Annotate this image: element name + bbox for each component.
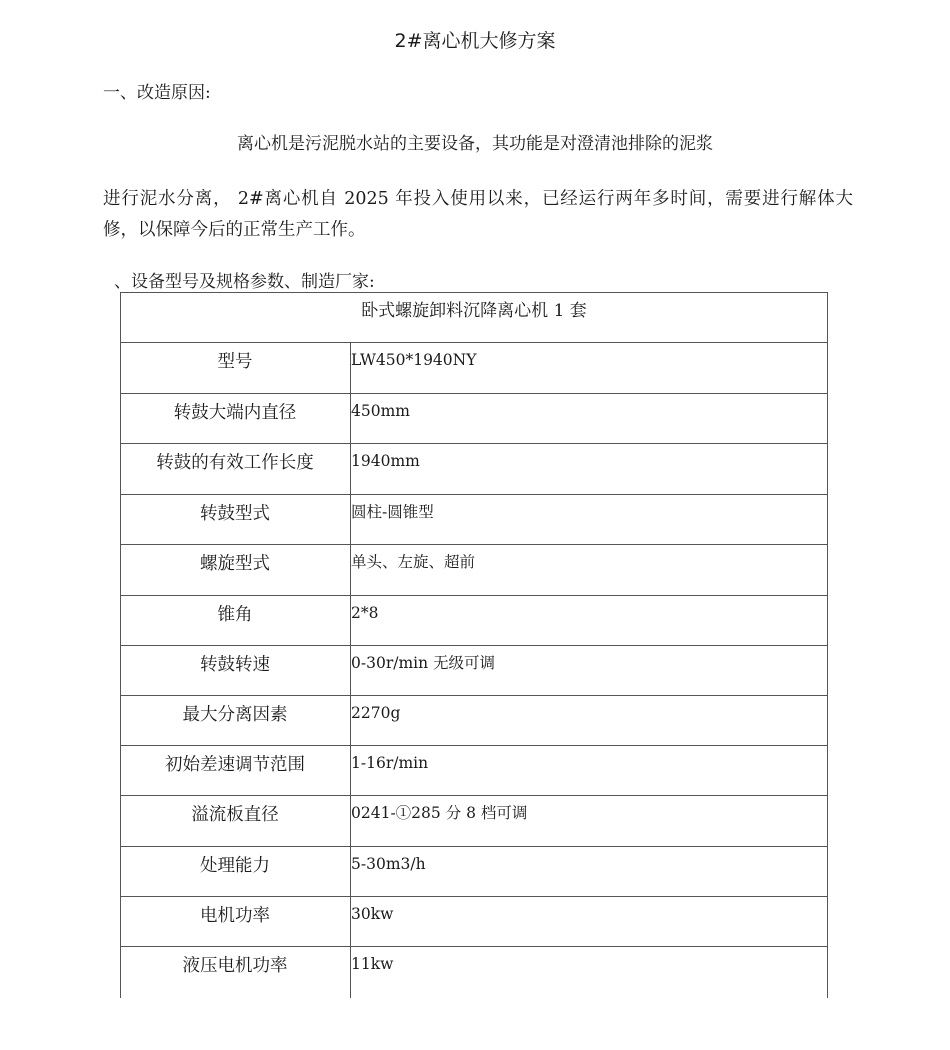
row-value: 2270g xyxy=(351,704,401,722)
table-row xyxy=(120,545,828,596)
table-row xyxy=(120,646,828,696)
table-row xyxy=(120,796,828,847)
row-label: 处理能力 xyxy=(200,856,270,876)
table-row xyxy=(120,444,828,495)
row-value: 11kw xyxy=(351,955,394,973)
row-label: 型号 xyxy=(217,352,253,372)
row-label: 初始差速调节范围 xyxy=(165,755,305,775)
row-value: 1940mm xyxy=(351,452,420,470)
row-label: 螺旋型式 xyxy=(200,554,270,574)
row-label: 锥角 xyxy=(217,605,253,625)
row-value: 0-30r/min 无级可调 xyxy=(351,654,496,672)
row-value: 单头、左旋、超前 xyxy=(351,553,476,571)
table-caption: 卧式螺旋卸料沉降离心机 1 套 xyxy=(361,301,587,321)
row-label: 转鼓转速 xyxy=(200,655,270,675)
section-heading-specs: 、设备型号及规格参数、制造厂家: xyxy=(114,272,375,292)
column-divider xyxy=(350,343,351,998)
row-value: 5-30m3/h xyxy=(351,855,426,873)
table-row xyxy=(120,394,828,444)
row-label: 液压电机功率 xyxy=(182,956,288,976)
table-row xyxy=(120,897,828,947)
table-row xyxy=(120,947,828,998)
table-row xyxy=(120,696,828,746)
paragraph-continuation: 进行泥水分离， 2#离心机自 2025 年投入使用以来，已经运行两年多时间，需要进行解体大修，以保障今后的正常生产工作。 xyxy=(103,189,853,240)
paragraph-first-line: 离心机是污泥脱水站的主要设备，其功能是对澄清池排除的泥浆 xyxy=(237,134,713,154)
row-value: 30kw xyxy=(351,905,394,923)
row-label: 最大分离因素 xyxy=(182,705,288,725)
table-row xyxy=(120,596,828,646)
spec-table xyxy=(120,292,828,998)
row-value: LW450*1940NY xyxy=(351,351,477,369)
table-row xyxy=(120,746,828,796)
row-value: 1-16r/min xyxy=(351,754,429,772)
section-heading-reason: 一、改造原因: xyxy=(103,83,211,103)
row-label: 转鼓大端内直径 xyxy=(173,403,297,423)
row-label: 电机功率 xyxy=(200,906,270,926)
table-row xyxy=(120,495,828,545)
row-value: 圆柱-圆锥型 xyxy=(351,503,434,521)
row-value: 2*8 xyxy=(351,604,379,622)
table-caption-row xyxy=(120,292,828,343)
table-row xyxy=(120,847,828,897)
row-label: 转鼓的有效工作长度 xyxy=(156,453,314,473)
row-label: 溢流板直径 xyxy=(191,805,279,825)
document-title: 2#离心机大修方案 xyxy=(394,30,556,52)
row-value: 0241-①285 分 8 档可调 xyxy=(351,804,528,822)
table-row xyxy=(120,343,828,394)
row-label: 转鼓型式 xyxy=(200,504,270,524)
row-value: 450mm xyxy=(351,402,410,420)
